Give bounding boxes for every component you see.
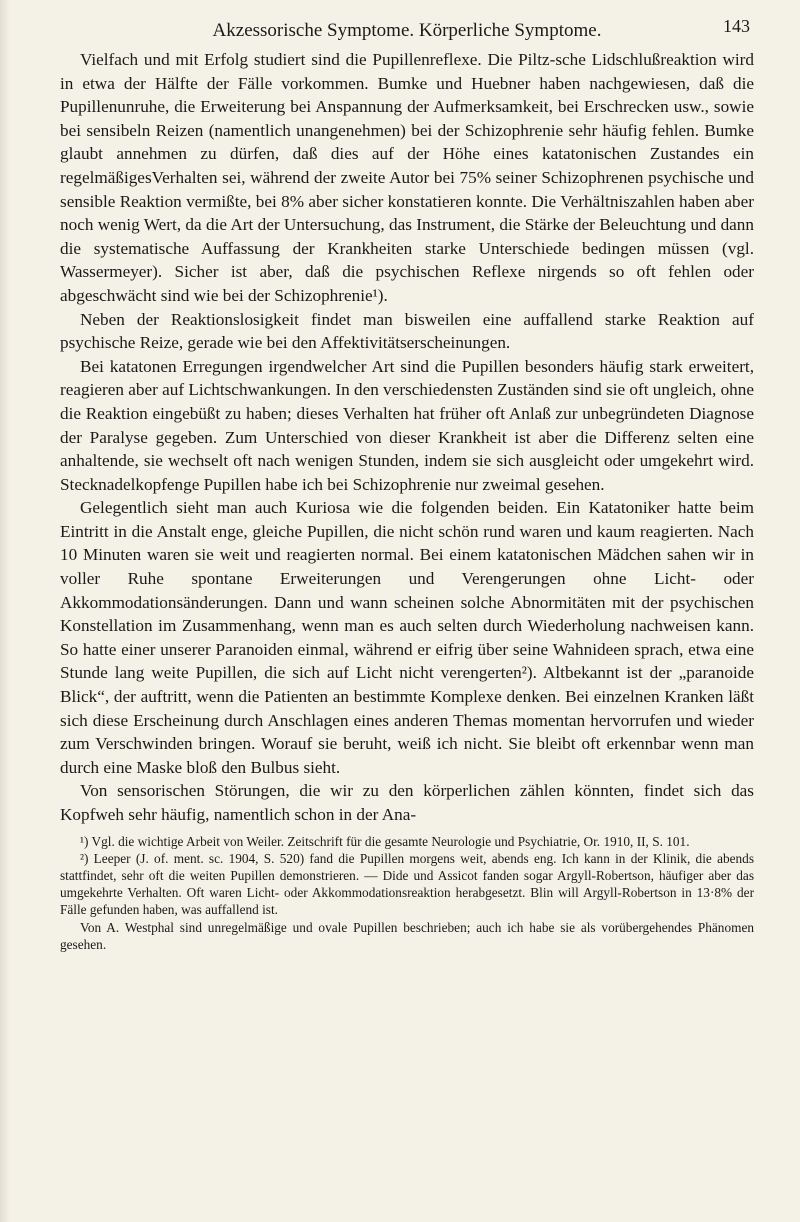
paragraph: Vielfach und mit Erfolg studiert sind die Pupillenreflexe. Die Piltz-sche Lidschlußreaktion wird in etwa der Hälfte der Fälle vorkommen. Bumke und Huebner haben nachgewiesen, daß die Pupillenunruhe, die Erweiterung bei Anspannung der Aufmerksamkeit, bei Erschrecken usw., sowie bei sensibeln Reizen (namentlich unangenehmen) bei der Schizophrenie sehr häufig fehlen. Bumke glaubt annehmen zu dürfen, daß dies auf der Höhe eines katatonischen Zustandes ein regelmäßigesVerhalten sei, während der zweite Autor bei 75% seiner Schizophrenen psychische und sensible Reaktion vermißte, bei 8% aber sicher konstatieren konnte. Die Verhältniszahlen haben aber noch wenig Wert, da die Art der Untersuchung, das Instrument, die Stärke der Beleuchtung und dann die systematische Auffassung der Krankheiten starke Unterschiede bedingen müssen (vgl. Wassermeyer). Sicher ist aber, daß die psychischen Reflexe nirgends so oft fehlen oder abgeschwächt sind wie bei der Schizophrenie¹). bbox=[60, 50, 754, 305]
footnotes bbox=[60, 833, 754, 953]
running-title: Akzessorische Symptome. Körperliche Symptome. bbox=[212, 20, 602, 41]
paragraph: Neben der Reaktionslosigkeit findet man bisweilen eine auffallend starke Reaktion auf psychische Reize, gerade wie bei den Affektivitätserscheinungen. bbox=[60, 309, 754, 353]
footnote: Von A. Westphal sind unregelmäßige und ovale Pupillen beschrieben; auch ich habe sie als vorübergehendes Phänomen gesehen. bbox=[60, 919, 754, 952]
footnote: ²) Leeper (J. of. ment. sc. 1904, S. 520) fand die Pupillen morgens weit, abends eng. Ich kann in der Klinik, die abends stattfindet, sehr oft die weiten Pupillen demonstrieren. — Dide und Assicot fanden sogar Argyll-Robertson, häufiger aber das umgekehrte Verhalten. Oft waren Licht- oder Akkommodationsreaktion herabgesetzt. Blin will Argyll-Robertson in 13·8% der Fälle gefunden haben, was auffallend ist. bbox=[60, 850, 754, 918]
running-header bbox=[60, 14, 754, 48]
main-text bbox=[60, 48, 754, 827]
footnote: ¹) Vgl. die wichtige Arbeit von Weiler. Zeitschrift für die gesamte Neurologie und Psychiatrie, Or. 1910, II, S. 101. bbox=[80, 833, 690, 849]
paragraph: Von sensorischen Störungen, die wir zu den körperlichen zählen könnten, findet sich das Kopfweh sehr häufig, namentlich schon in der Ana- bbox=[60, 781, 754, 824]
page-number: 143 bbox=[723, 16, 750, 36]
paragraph: Gelegentlich sieht man auch Kuriosa wie die folgenden beiden. Ein Katatoniker hatte beim Eintritt in die Anstalt enge, gleiche Pupillen, die nicht schön rund waren und kaum reagierten. Nach 10 Minuten waren sie weit und reagierten normal. Bei einem katatonischen Mädchen sahen wir in voller Ruhe spontane Erweiterungen und Verengerungen ohne Licht- oder Akkommodationsänderungen. Dann und wann scheinen solche Abnormitäten mit der psychischen Konstellation im Zusammenhang, wenn man es auch selten durch Wiederholung nachweisen kann. So hatte einer unserer Paranoiden einmal, während er eifrig über seine Wahnideen sprach, etwa eine Stunde lang weite Pupillen, die sich auf Licht nicht verengerten²). Altbekannt ist der „paranoide Blick“, der auftritt, wenn die Patienten an bestimmte Komplexe denken. Bei einzelnen Kranken läßt sich diese Erscheinung durch Anschlagen eines anderen Themas momentan hervorrufen und wieder zum Verschwinden bringen. Worauf sie beruht, weiß ich nicht. Sie bleibt oft erkennbar wenn man durch eine Maske bloß den Bulbus sieht. bbox=[60, 498, 754, 777]
paragraph: Bei katatonen Erregungen irgendwelcher Art sind die Pupillen besonders häufig stark erweitert, reagieren aber auf Lichtschwankungen. In den verschiedensten Zuständen sind sie oft ungleich, ohne die Reaktion eingebüßt zu haben; dieses Verhalten hat früher oft Anlaß zur unbegründeten Diagnose der Paralyse gegeben. Zum Unterschied von dieser Krankheit ist aber die Differenz selten eine anhaltende, sie wechselt oft nach wenigen Stunden, indem sie sich ausgleicht oder umgekehrt wird. Stecknadelkopfenge Pupillen habe ich bei Schizophrenie nur zweimal gesehen. bbox=[60, 356, 754, 494]
